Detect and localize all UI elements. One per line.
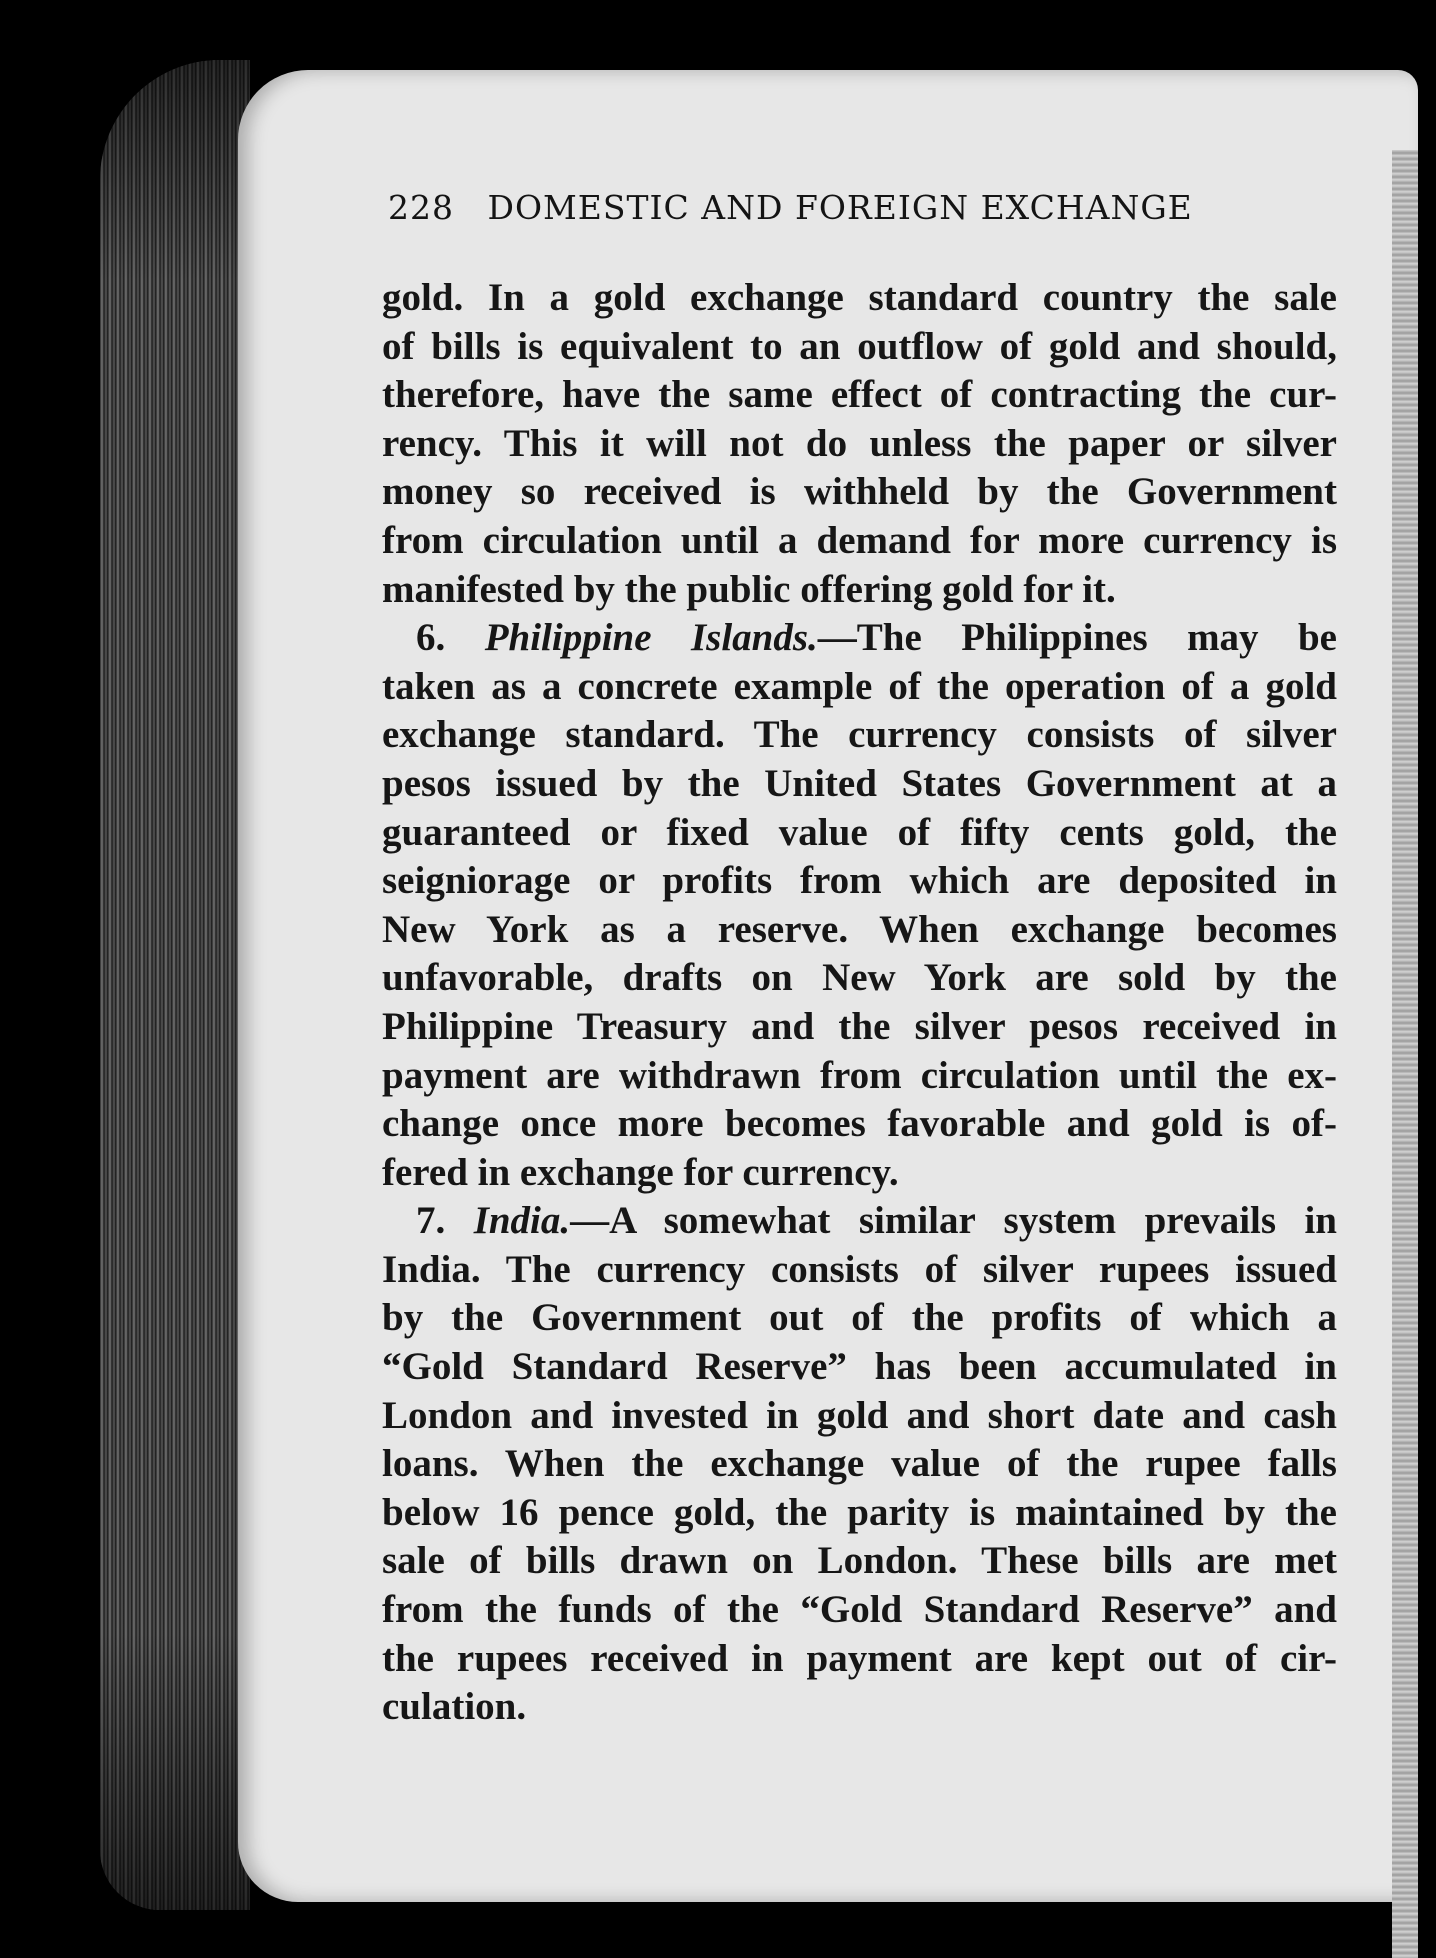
text-line: India. The currency consists of silver rupees issued: [382, 1247, 1337, 1291]
running-title: DOMESTIC AND FOREIGN EXCHANGE: [487, 188, 1193, 227]
text-line: pesos issued by the United States Government at a: [382, 761, 1337, 805]
text-line: manifested by the public offering gold for it.: [382, 567, 1116, 611]
section-lead-text: —The Philippines may be: [817, 616, 1337, 660]
text-line: Philippine Treasury and the silver pesos received in: [382, 1004, 1337, 1048]
text-line: therefore, have the same effect of contracting the cur-: [382, 373, 1337, 417]
section-title: Philippine Islands.: [484, 616, 818, 660]
text-line: gold. In a gold exchange standard country the sale: [382, 276, 1337, 319]
text-line: taken as a concrete example of the operation of a gold: [382, 664, 1337, 708]
page-number: 228: [388, 188, 454, 227]
text-line: “Gold Standard Reserve” has been accumulated in: [382, 1345, 1337, 1389]
text-line: New York as a reserve. When exchange becomes: [382, 907, 1337, 951]
running-header: [388, 188, 1238, 227]
text-line: sale of bills drawn on London. These bills are met: [382, 1539, 1337, 1583]
text-line: the rupees received in payment are kept out of cir-: [382, 1636, 1337, 1680]
text-line: seigniorage or profits from which are deposited in: [382, 859, 1337, 903]
text-line: fered in exchange for currency.: [382, 1150, 899, 1194]
stacked-page-edges: [100, 60, 250, 1910]
text-line: exchange standard. The currency consists of silver: [382, 713, 1337, 757]
text-line: money so received is withheld by the Government: [382, 470, 1337, 514]
section-lead-text: —A somewhat similar system prevails in: [570, 1199, 1337, 1243]
section-heading-line: [382, 1197, 1337, 1246]
section-title: India.: [473, 1199, 571, 1243]
section-number: 7.: [416, 1199, 446, 1243]
text-line: from circulation until a demand for more currency is: [382, 518, 1337, 562]
text-line: loans. When the exchange value of the rupee falls: [382, 1442, 1337, 1486]
text-line: unfavorable, drafts on New York are sold by the: [382, 956, 1337, 1000]
text-line: below 16 pence gold, the parity is maintained by the: [382, 1490, 1337, 1534]
text-line: change once more becomes favorable and gold is of-: [382, 1102, 1337, 1146]
text-line: rency. This it will not do unless the paper or silver: [382, 421, 1337, 465]
text-line: of bills is equivalent to an outflow of gold and should,: [382, 324, 1337, 368]
right-page-edge: [1392, 150, 1418, 1958]
text-line: from the funds of the “Gold Standard Reserve” and: [382, 1588, 1337, 1632]
text-line: guaranteed or fixed value of fifty cents gold, the: [382, 810, 1337, 854]
text-line: London and invested in gold and short date and cash: [382, 1393, 1337, 1437]
section-heading-line: [382, 614, 1337, 663]
section-number: 6.: [416, 616, 446, 660]
body-text: [382, 274, 1337, 1732]
text-line: by the Government out of the profits of which a: [382, 1296, 1337, 1340]
text-line: culation.: [382, 1685, 527, 1729]
text-line: payment are withdrawn from circulation until the ex-: [382, 1053, 1337, 1097]
